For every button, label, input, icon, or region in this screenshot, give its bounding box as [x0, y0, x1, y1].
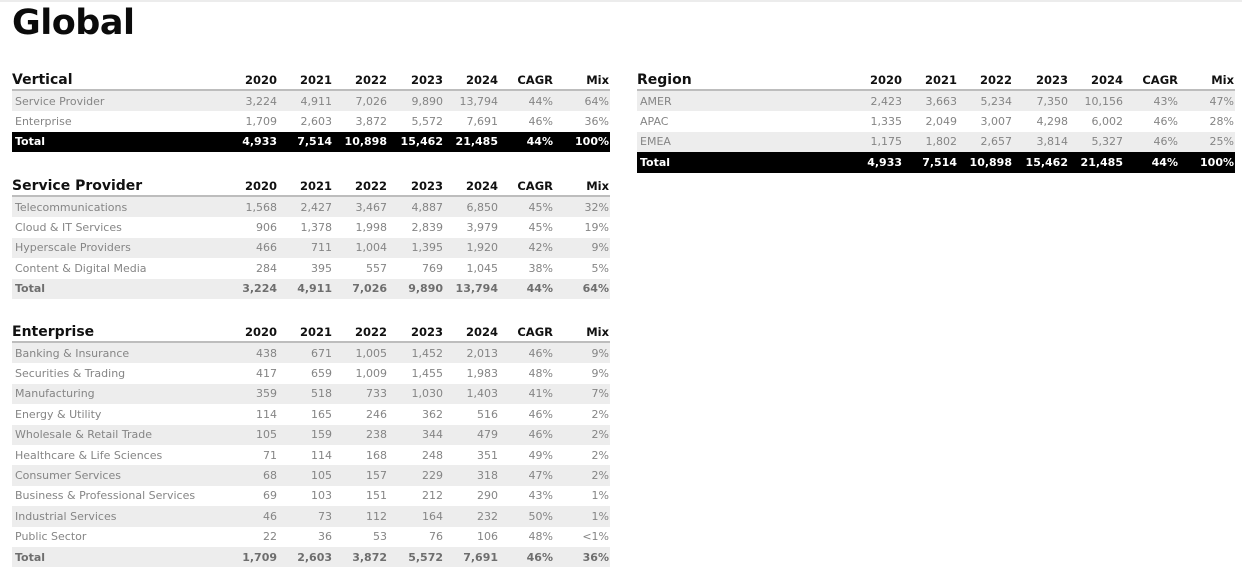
cell-value: 1,709 [220, 547, 277, 567]
column-header: CAGR [1123, 65, 1178, 90]
cell-value: 733 [332, 384, 387, 404]
cell-value: 284 [220, 258, 277, 278]
header-row [12, 317, 610, 342]
cell-value: 4,933 [220, 132, 277, 152]
cell-value: 1% [553, 506, 610, 526]
column-header: 2020 [845, 65, 902, 90]
cell-value: 2% [553, 445, 610, 465]
cell-value: 516 [443, 404, 498, 424]
cell-value: 73 [277, 506, 332, 526]
cell-value: 69 [220, 486, 277, 506]
enterprise-table [12, 317, 610, 567]
cell-value: 1,335 [845, 111, 902, 131]
row-label: Business & Professional Services [12, 486, 220, 506]
row-label: APAC [637, 111, 845, 131]
cell-value: 46% [498, 547, 553, 567]
cell-value: 165 [277, 404, 332, 424]
cell-value: 557 [332, 258, 387, 278]
column-header: Mix [553, 317, 610, 342]
column-header: Mix [553, 171, 610, 196]
cell-value: 6,002 [1068, 111, 1123, 131]
cell-value: 168 [332, 445, 387, 465]
row-label: Securities & Trading [12, 363, 220, 383]
cell-value: 7,514 [277, 132, 332, 152]
table-row [12, 404, 610, 424]
row-label: Service Provider [12, 90, 220, 111]
column-header: CAGR [498, 317, 553, 342]
enterprise-section-title: Enterprise [12, 317, 220, 342]
cell-value: 105 [220, 425, 277, 445]
cell-value: 7,350 [1012, 90, 1068, 111]
cell-value: 41% [498, 384, 553, 404]
cell-value: 46% [498, 404, 553, 424]
column-header: 2021 [277, 171, 332, 196]
cell-value: 7% [553, 384, 610, 404]
cell-value: 2,423 [845, 90, 902, 111]
cell-value: 1,455 [387, 363, 443, 383]
cell-value: 671 [277, 342, 332, 363]
cell-value: 4,911 [277, 90, 332, 111]
cell-value: 46% [498, 425, 553, 445]
cell-value: 1,452 [387, 342, 443, 363]
cell-value: 9% [553, 342, 610, 363]
cell-value: 48% [498, 363, 553, 383]
cell-value: 5,572 [387, 547, 443, 567]
cell-value: 1% [553, 486, 610, 506]
cell-value: 46% [498, 111, 553, 131]
column-header: CAGR [498, 65, 553, 90]
cell-value: 1,004 [332, 238, 387, 258]
cell-value: 466 [220, 238, 277, 258]
cell-value: 1,009 [332, 363, 387, 383]
cell-value: 157 [332, 465, 387, 485]
table-row [12, 486, 610, 506]
cell-value: 1,568 [220, 196, 277, 217]
column-header: 2023 [1012, 65, 1068, 90]
cell-value: 3,979 [443, 217, 498, 237]
cell-value: 112 [332, 506, 387, 526]
cell-value: 1,920 [443, 238, 498, 258]
cell-value: 44% [498, 279, 553, 299]
cell-value: 7,691 [443, 111, 498, 131]
total-row [12, 279, 610, 299]
cell-value: 3,663 [902, 90, 957, 111]
column-header: 2024 [1068, 65, 1123, 90]
cell-value: 290 [443, 486, 498, 506]
column-header: 2024 [443, 317, 498, 342]
cell-value: 10,898 [332, 132, 387, 152]
table-row [12, 465, 610, 485]
row-label: EMEA [637, 132, 845, 152]
cell-value: 1,395 [387, 238, 443, 258]
cell-value: 9% [553, 363, 610, 383]
column-header: Mix [1178, 65, 1235, 90]
table-row [637, 111, 1235, 131]
table-row [12, 445, 610, 465]
cell-value: 1,005 [332, 342, 387, 363]
row-label: AMER [637, 90, 845, 111]
table-row [12, 258, 610, 278]
cell-value: 15,462 [1012, 152, 1068, 172]
column-header: 2024 [443, 65, 498, 90]
top-rule [0, 0, 1242, 2]
header-row [12, 65, 610, 90]
cell-value: 159 [277, 425, 332, 445]
row-label: Consumer Services [12, 465, 220, 485]
column-header: 2021 [902, 65, 957, 90]
table-row [12, 527, 610, 547]
cell-value: 238 [332, 425, 387, 445]
region-table [637, 65, 1235, 173]
cell-value: 38% [498, 258, 553, 278]
column-header: 2022 [332, 65, 387, 90]
cell-value: 5,327 [1068, 132, 1123, 152]
row-label: Cloud & IT Services [12, 217, 220, 237]
cell-value: 21,485 [1068, 152, 1123, 172]
column-header: 2024 [443, 171, 498, 196]
column-header: 2020 [220, 317, 277, 342]
cell-value: 2% [553, 465, 610, 485]
cell-value: 9% [553, 238, 610, 258]
cell-value: 50% [498, 506, 553, 526]
table-row [12, 196, 610, 217]
row-label: Healthcare & Life Sciences [12, 445, 220, 465]
cell-value: 344 [387, 425, 443, 445]
cell-value: 46 [220, 506, 277, 526]
cell-value: 43% [1123, 90, 1178, 111]
cell-value: 42% [498, 238, 553, 258]
cell-value: 1,802 [902, 132, 957, 152]
cell-value: 105 [277, 465, 332, 485]
cell-value: 351 [443, 445, 498, 465]
cell-value: 3,007 [957, 111, 1012, 131]
cell-value: 22 [220, 527, 277, 547]
cell-value: 2,657 [957, 132, 1012, 152]
cell-value: 13,794 [443, 90, 498, 111]
cell-value: 2% [553, 404, 610, 424]
cell-value: 64% [553, 279, 610, 299]
cell-value: 5,572 [387, 111, 443, 131]
cell-value: 64% [553, 90, 610, 111]
cell-value: 417 [220, 363, 277, 383]
cell-value: 3,872 [332, 111, 387, 131]
cell-value: 3,872 [332, 547, 387, 567]
column-header: 2020 [220, 171, 277, 196]
cell-value: 3,467 [332, 196, 387, 217]
cell-value: 2,013 [443, 342, 498, 363]
cell-value: 53 [332, 527, 387, 547]
column-header: 2021 [277, 65, 332, 90]
cell-value: 232 [443, 506, 498, 526]
cell-value: 9,890 [387, 90, 443, 111]
cell-value: 359 [220, 384, 277, 404]
cell-value: 3,814 [1012, 132, 1068, 152]
cell-value: 48% [498, 527, 553, 547]
cell-value: 2,603 [277, 111, 332, 131]
vertical-table [12, 65, 610, 152]
table-row [12, 111, 610, 131]
column-header: 2021 [277, 317, 332, 342]
cell-value: 45% [498, 217, 553, 237]
cell-value: <1% [553, 527, 610, 547]
cell-value: 2,427 [277, 196, 332, 217]
column-header: Mix [553, 65, 610, 90]
cell-value: 5,234 [957, 90, 1012, 111]
table-row [12, 238, 610, 258]
cell-value: 318 [443, 465, 498, 485]
cell-value: 10,898 [957, 152, 1012, 172]
cell-value: 114 [277, 445, 332, 465]
header-row [12, 171, 610, 196]
cell-value: 2,603 [277, 547, 332, 567]
total-row [637, 152, 1235, 172]
cell-value: 3,224 [220, 279, 277, 299]
row-label: Telecommunications [12, 196, 220, 217]
cell-value: 7,026 [332, 90, 387, 111]
cell-value: 659 [277, 363, 332, 383]
cell-value: 46% [1123, 132, 1178, 152]
cell-value: 9,890 [387, 279, 443, 299]
cell-value: 114 [220, 404, 277, 424]
header-row [637, 65, 1235, 90]
cell-value: 21,485 [443, 132, 498, 152]
cell-value: 49% [498, 445, 553, 465]
table-row [637, 90, 1235, 111]
row-label: Wholesale & Retail Trade [12, 425, 220, 445]
cell-value: 1,998 [332, 217, 387, 237]
cell-value: 47% [1178, 90, 1235, 111]
cell-value: 1,045 [443, 258, 498, 278]
cell-value: 47% [498, 465, 553, 485]
service-provider-section-title: Service Provider [12, 171, 220, 196]
cell-value: 906 [220, 217, 277, 237]
column-header: 2023 [387, 65, 443, 90]
cell-value: 6,850 [443, 196, 498, 217]
region-section-title: Region [637, 65, 845, 90]
cell-value: 246 [332, 404, 387, 424]
cell-value: 7,691 [443, 547, 498, 567]
cell-value: 1,378 [277, 217, 332, 237]
cell-value: 2,049 [902, 111, 957, 131]
cell-value: 7,026 [332, 279, 387, 299]
cell-value: 1,175 [845, 132, 902, 152]
cell-value: 36 [277, 527, 332, 547]
cell-value: 36% [553, 547, 610, 567]
column-header: 2022 [332, 171, 387, 196]
cell-value: 1,403 [443, 384, 498, 404]
cell-value: 68 [220, 465, 277, 485]
cell-value: 3,224 [220, 90, 277, 111]
cell-value: 518 [277, 384, 332, 404]
table-row [637, 132, 1235, 152]
cell-value: 45% [498, 196, 553, 217]
cell-value: 19% [553, 217, 610, 237]
cell-value: 46% [498, 342, 553, 363]
row-label: Manufacturing [12, 384, 220, 404]
cell-value: 7,514 [902, 152, 957, 172]
table-row [12, 90, 610, 111]
total-row [12, 547, 610, 567]
row-label: Energy & Utility [12, 404, 220, 424]
total-row [12, 132, 610, 152]
cell-value: 151 [332, 486, 387, 506]
service-provider-table [12, 171, 610, 299]
row-label: Public Sector [12, 527, 220, 547]
cell-value: 1,709 [220, 111, 277, 131]
cell-value: 71 [220, 445, 277, 465]
cell-value: 248 [387, 445, 443, 465]
column-header: 2023 [387, 317, 443, 342]
cell-value: 769 [387, 258, 443, 278]
cell-value: 479 [443, 425, 498, 445]
column-header: 2022 [332, 317, 387, 342]
cell-value: 44% [1123, 152, 1178, 172]
column-header: 2023 [387, 171, 443, 196]
cell-value: 5% [553, 258, 610, 278]
cell-value: 2,839 [387, 217, 443, 237]
cell-value: 4,911 [277, 279, 332, 299]
cell-value: 1,030 [387, 384, 443, 404]
cell-value: 711 [277, 238, 332, 258]
cell-value: 100% [1178, 152, 1235, 172]
cell-value: 44% [498, 132, 553, 152]
cell-value: 212 [387, 486, 443, 506]
column-header: 2022 [957, 65, 1012, 90]
table-row [12, 217, 610, 237]
cell-value: 1,983 [443, 363, 498, 383]
cell-value: 4,887 [387, 196, 443, 217]
cell-value: 395 [277, 258, 332, 278]
cell-value: 103 [277, 486, 332, 506]
cell-value: 164 [387, 506, 443, 526]
cell-value: 46% [1123, 111, 1178, 131]
table-row [12, 363, 610, 383]
cell-value: 36% [553, 111, 610, 131]
cell-value: 2% [553, 425, 610, 445]
cell-value: 106 [443, 527, 498, 547]
page-title: Global [12, 3, 135, 43]
cell-value: 4,298 [1012, 111, 1068, 131]
cell-value: 229 [387, 465, 443, 485]
cell-value: 32% [553, 196, 610, 217]
cell-value: 362 [387, 404, 443, 424]
row-label: Total [12, 279, 220, 299]
row-label: Hyperscale Providers [12, 238, 220, 258]
table-row [12, 384, 610, 404]
cell-value: 438 [220, 342, 277, 363]
row-label: Total [12, 132, 220, 152]
column-header: CAGR [498, 171, 553, 196]
cell-value: 44% [498, 90, 553, 111]
cell-value: 13,794 [443, 279, 498, 299]
row-label: Total [12, 547, 220, 567]
cell-value: 10,156 [1068, 90, 1123, 111]
cell-value: 15,462 [387, 132, 443, 152]
table-row [12, 506, 610, 526]
row-label: Content & Digital Media [12, 258, 220, 278]
row-label: Industrial Services [12, 506, 220, 526]
vertical-section-title: Vertical [12, 65, 220, 90]
table-row [12, 425, 610, 445]
table-row [12, 342, 610, 363]
cell-value: 76 [387, 527, 443, 547]
cell-value: 25% [1178, 132, 1235, 152]
cell-value: 4,933 [845, 152, 902, 172]
column-header: 2020 [220, 65, 277, 90]
cell-value: 28% [1178, 111, 1235, 131]
row-label: Enterprise [12, 111, 220, 131]
cell-value: 100% [553, 132, 610, 152]
row-label: Banking & Insurance [12, 342, 220, 363]
row-label: Total [637, 152, 845, 172]
cell-value: 43% [498, 486, 553, 506]
